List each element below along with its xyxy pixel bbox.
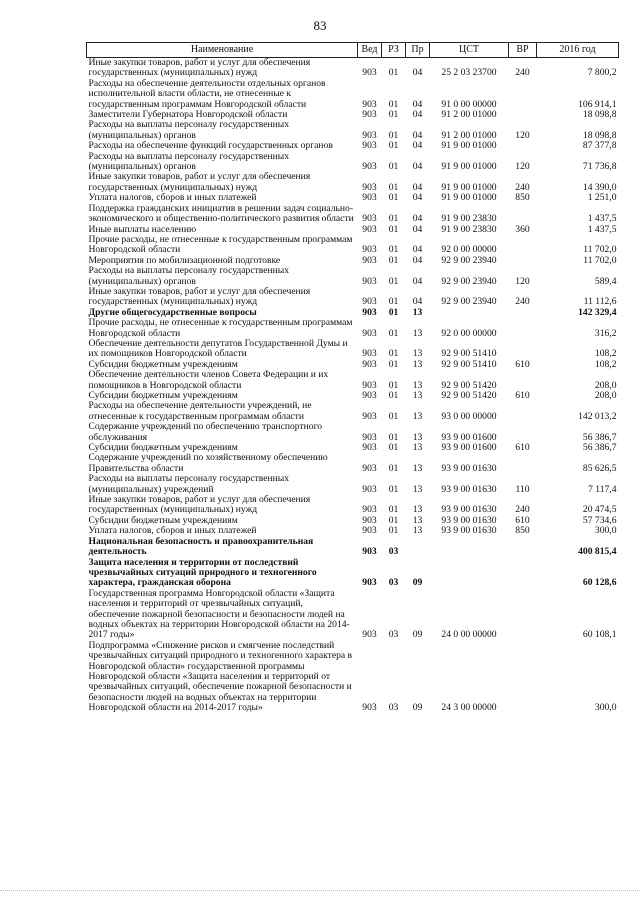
row-amount: 300,0	[594, 702, 617, 714]
row-pr: 13	[412, 525, 423, 537]
row-ved: 903	[362, 109, 377, 121]
row-rz: 01	[388, 348, 399, 360]
row-rz: 01	[388, 483, 399, 495]
row-name: Подпрограмма «Снижение рисков и смягчение последствий чрезвычайных ситуаций природного и техногенного характера в Новгородской области» государственной программы Новгородской области «Защита населения и территорий от чрезвычайных ситуаций, обеспечение пожарной безопасности и безопасности людей на водных объектах на территории Новгородской области на 2014-2017 годы»	[88, 639, 353, 714]
row-ved: 903	[362, 275, 377, 287]
row-rz: 03	[388, 546, 399, 558]
row-cst: 91 0 00 00000	[441, 98, 497, 110]
row-amount: 400 815,4	[578, 546, 617, 558]
row-amount: 589,4	[594, 275, 617, 287]
table-row	[87, 318, 619, 339]
row-ved: 903	[362, 213, 377, 225]
row-cst: 92 9 00 51420	[441, 390, 497, 401]
row-pr: 13	[412, 327, 423, 339]
row-ved: 903	[362, 296, 377, 308]
row-rz: 01	[388, 306, 399, 318]
row-name: Расходы на обеспечение функций государственных органов	[88, 140, 333, 152]
row-ved: 903	[362, 223, 377, 235]
row-vr: 240	[515, 67, 530, 79]
row-amount: 1 437,5	[587, 213, 617, 225]
row-ved: 903	[362, 67, 377, 79]
row-cst: 91 9 00 01000	[441, 192, 497, 204]
table-body	[87, 58, 619, 714]
row-amount: 300,0	[594, 525, 617, 537]
row-rz: 01	[388, 161, 399, 173]
row-cst: 93 0 00 00000	[441, 410, 497, 422]
row-pr: 04	[412, 109, 423, 121]
row-pr	[406, 537, 430, 558]
row-name: Расходы на выплаты персоналу государственных (муниципальных) учреждений	[88, 473, 290, 495]
row-ved: 903	[362, 431, 377, 443]
row-amount: 108,2	[594, 348, 617, 360]
row-pr: 04	[412, 213, 423, 225]
header-name: Наименование	[87, 43, 358, 58]
row-pr: 13	[412, 462, 423, 474]
row-cst: 93 9 00 01630	[441, 483, 497, 495]
row-ved: 903	[362, 462, 377, 474]
row-vr	[509, 339, 537, 360]
row-name: Расходы на выплаты персоналу государственных (муниципальных) органов	[88, 119, 290, 141]
row-vr: 240	[515, 504, 530, 516]
row-name: Государственная программа Новгородской области «Защита населения и территорий от чрезвычайных ситуаций, обеспечение пожарной безопасности и безопасности людей на водных объектах на территории Новгородской области на 2014-2017 годы»	[88, 587, 350, 641]
row-vr: 240	[515, 296, 530, 308]
row-ved: 903	[362, 140, 377, 152]
row-cst: 91 9 00 23830	[441, 213, 497, 225]
row-name: Иные закупки товаров, работ и услуг для обеспечения государственных (муниципальных) нужд	[88, 57, 311, 79]
row-pr: 04	[412, 140, 423, 152]
row-pr: 13	[412, 358, 423, 370]
header-cst: ЦСТ	[430, 43, 509, 58]
row-amount: 18 098,8	[582, 129, 617, 141]
row-name: Содержание учреждений по обеспечению транспортного обслуживания	[88, 421, 323, 443]
row-rz: 01	[388, 129, 399, 141]
row-cst: 92 9 00 51420	[441, 379, 497, 391]
row-rz: 01	[388, 275, 399, 287]
row-cst: 24 0 00 00000	[441, 629, 497, 641]
row-cst: 92 9 00 51410	[441, 358, 497, 370]
row-name: Мероприятия по мобилизационной подготовке	[88, 254, 281, 266]
row-cst: 93 9 00 01630	[441, 525, 497, 537]
row-name: Прочие расходы, не отнесенные к государственным программам Новгородской области	[88, 317, 353, 339]
row-cst: 92 0 00 00000	[441, 244, 497, 256]
table-row	[87, 495, 619, 516]
row-vr	[509, 401, 537, 422]
row-ved: 903	[362, 577, 377, 589]
row-rz: 01	[388, 98, 399, 110]
row-amount: 108,2	[594, 358, 617, 370]
row-name: Субсидии бюджетным учреждениям	[88, 514, 238, 526]
row-amount: 11 112,6	[583, 296, 617, 308]
row-amount: 1 251,0	[587, 192, 617, 204]
table-row	[87, 204, 619, 225]
table-row	[87, 453, 619, 474]
row-ved: 903	[362, 379, 377, 391]
row-name: Иные закупки товаров, работ и услуг для обеспечения государственных (муниципальных) нужд	[88, 494, 311, 516]
row-vr	[509, 558, 537, 589]
row-cst: 25 2 03 23700	[441, 67, 497, 79]
row-ved: 903	[362, 348, 377, 360]
row-rz: 01	[388, 462, 399, 474]
row-pr: 13	[412, 504, 423, 516]
row-ved: 903	[362, 129, 377, 141]
row-vr	[509, 235, 537, 256]
row-amount: 7 800,2	[587, 67, 617, 79]
table-row	[87, 401, 619, 422]
row-name: Другие общегосударственные вопросы	[88, 306, 257, 318]
row-cst	[430, 308, 509, 318]
row-amount: 20 474,5	[582, 504, 617, 516]
row-ved: 903	[362, 483, 377, 495]
row-ved: 903	[362, 410, 377, 422]
row-ved: 903	[362, 98, 377, 110]
row-vr: 850	[515, 192, 530, 204]
table-row	[87, 58, 619, 79]
budget-table	[86, 42, 619, 714]
row-vr: 610	[515, 358, 530, 370]
row-cst: 91 9 00 01000	[441, 181, 497, 193]
row-cst: 93 9 00 01630	[441, 504, 497, 516]
row-rz: 01	[388, 410, 399, 422]
row-pr: 04	[412, 98, 423, 110]
row-pr: 04	[412, 223, 423, 235]
row-rz: 01	[388, 390, 399, 401]
row-vr: 850	[515, 525, 530, 537]
row-vr	[509, 589, 537, 641]
row-pr: 04	[412, 275, 423, 287]
row-vr	[509, 110, 537, 120]
row-vr	[509, 641, 537, 714]
row-name: Уплата налогов, сборов и иных платежей	[88, 192, 257, 204]
row-pr: 04	[412, 254, 423, 266]
row-pr: 09	[412, 702, 423, 714]
row-name: Расходы на обеспечение деятельности учреждений, не отнесенные к государственным программам области	[88, 400, 312, 422]
row-vr: 120	[515, 129, 530, 141]
table-row	[87, 422, 619, 443]
header-vr: ВР	[509, 43, 537, 58]
row-rz: 01	[388, 67, 399, 79]
row-pr: 13	[412, 431, 423, 443]
row-ved: 903	[362, 306, 377, 318]
table-row	[87, 287, 619, 308]
row-ved: 903	[362, 525, 377, 537]
header-rz: РЗ	[382, 43, 406, 58]
row-vr: 240	[515, 181, 530, 193]
table-row	[87, 120, 619, 141]
row-pr: 04	[412, 296, 423, 308]
row-ved: 903	[362, 504, 377, 516]
row-rz: 03	[388, 702, 399, 714]
row-amount: 71 736,8	[582, 161, 617, 173]
row-cst: 91 9 00 01000	[441, 161, 497, 173]
row-cst: 93 9 00 01630	[441, 514, 497, 526]
row-pr: 04	[412, 129, 423, 141]
row-name: Иные выплаты населению	[88, 223, 197, 235]
row-pr: 13	[412, 410, 423, 422]
row-pr: 13	[412, 483, 423, 495]
table-row	[87, 558, 619, 589]
row-cst	[430, 558, 509, 589]
row-pr: 13	[412, 390, 423, 401]
row-pr: 13	[412, 442, 423, 454]
row-rz: 01	[388, 504, 399, 516]
row-amount: 106 914,1	[578, 98, 617, 110]
row-vr: 360	[515, 223, 530, 235]
row-name: Субсидии бюджетным учреждениям	[88, 358, 238, 370]
row-ved: 903	[362, 702, 377, 714]
row-rz: 01	[388, 525, 399, 537]
row-cst: 92 0 00 00000	[441, 327, 497, 339]
row-vr	[509, 308, 537, 318]
table-row	[87, 152, 619, 173]
row-rz: 01	[388, 192, 399, 204]
page-number: 83	[313, 18, 327, 33]
row-cst: 92 9 00 51410	[441, 348, 497, 360]
row-vr: 120	[515, 275, 530, 287]
row-ved: 903	[362, 442, 377, 454]
row-vr	[509, 79, 537, 110]
table-row	[87, 537, 619, 558]
row-cst	[430, 537, 509, 558]
row-ved: 903	[362, 161, 377, 173]
row-cst: 24 3 00 00000	[441, 702, 497, 714]
row-vr	[509, 453, 537, 474]
row-cst: 93 9 00 01630	[441, 462, 497, 474]
row-vr: 120	[515, 161, 530, 173]
row-amount: 18 098,8	[582, 109, 617, 121]
row-amount: 56 386,7	[582, 442, 617, 454]
row-name: Защита населения и территории от последствий чрезвычайных ситуаций природного и техногенного характера, гражданская оборона	[88, 556, 317, 589]
row-pr: 09	[412, 629, 423, 641]
row-amount: 7 117,4	[588, 483, 617, 495]
row-rz: 03	[388, 577, 399, 589]
row-pr: 04	[412, 192, 423, 204]
table-row	[87, 266, 619, 287]
row-name: Поддержка гражданских инициатив в решении задач социально-экономического и общественно-политического развития области	[88, 202, 354, 225]
row-vr	[509, 422, 537, 443]
row-pr: 04	[412, 244, 423, 256]
header-ved: Вед	[358, 43, 382, 58]
row-amount: 142 329,4	[578, 306, 617, 318]
row-vr: 610	[515, 514, 530, 526]
row-vr	[509, 256, 537, 266]
row-amount: 56 386,7	[582, 431, 617, 443]
row-rz: 01	[388, 358, 399, 370]
row-pr: 04	[412, 181, 423, 193]
row-ved: 903	[362, 244, 377, 256]
table-header-row	[87, 43, 619, 58]
row-rz: 01	[388, 442, 399, 454]
row-name: Заместители Губернатора Новгородской области	[88, 109, 288, 121]
row-rz: 01	[388, 223, 399, 235]
row-name: Прочие расходы, не отнесенные к государственным программам Новгородской области	[88, 233, 353, 256]
row-ved: 903	[362, 358, 377, 370]
row-ved: 903	[362, 181, 377, 193]
row-pr: 09	[412, 577, 423, 589]
row-vr: 610	[515, 390, 530, 401]
row-vr	[509, 537, 537, 558]
row-rz: 01	[388, 140, 399, 152]
row-amount: 60 108,1	[582, 629, 617, 641]
row-name: Обеспечение деятельности депутатов Государственной Думы и их помощников Новгородской области	[88, 337, 348, 360]
header-pr: Пр	[406, 43, 430, 58]
row-amount: 57 734,6	[582, 514, 617, 526]
row-name: Содержание учреждений по хозяйственному обеспечению Правительства области	[88, 452, 328, 474]
row-amount: 85 626,5	[582, 462, 617, 474]
row-ved: 903	[362, 192, 377, 204]
row-name: Уплата налогов, сборов и иных платежей	[88, 525, 257, 537]
row-cst: 92 9 00 23940	[441, 296, 497, 308]
row-cst: 91 9 00 01000	[441, 140, 497, 152]
row-amount: 87 377,8	[582, 140, 617, 152]
row-name: Субсидии бюджетным учреждениям	[88, 442, 238, 454]
table-row	[87, 79, 619, 110]
row-rz: 01	[388, 514, 399, 526]
row-amount: 11 702,0	[583, 254, 617, 266]
row-rz: 01	[388, 109, 399, 121]
row-rz: 03	[388, 629, 399, 641]
row-pr: 13	[412, 514, 423, 526]
row-name: Расходы на выплаты персоналу государственных (муниципальных) органов	[88, 265, 290, 287]
row-amount: 14 390,0	[582, 181, 617, 193]
row-name: Иные закупки товаров, работ и услуг для обеспечения государственных (муниципальных) нужд	[88, 171, 311, 193]
row-rz: 01	[388, 296, 399, 308]
row-vr	[509, 141, 537, 151]
row-cst: 93 9 00 01600	[441, 431, 497, 443]
table-row	[87, 641, 619, 714]
row-amount: 316,2	[594, 327, 617, 339]
row-pr: 04	[412, 67, 423, 79]
row-cst: 92 9 00 23940	[441, 275, 497, 287]
row-ved: 903	[362, 390, 377, 401]
row-cst: 91 2 00 01000	[441, 109, 497, 121]
row-name: Расходы на обеспечение деятельности отдельных органов исполнительной власти области, не отнесенные к государственным программам Новгородской области	[88, 77, 326, 110]
row-pr: 13	[412, 348, 423, 360]
header-year: 2016 год	[537, 43, 619, 58]
row-rz: 01	[388, 213, 399, 225]
row-name: Расходы на выплаты персоналу государственных (муниципальных) органов	[88, 150, 290, 173]
row-amount: 11 702,0	[583, 244, 617, 256]
row-pr: 13	[412, 306, 423, 318]
row-ved: 903	[362, 327, 377, 339]
row-name: Обеспечение деятельности членов Совета Федерации и их помощников в Новгородской области	[88, 369, 329, 391]
row-ved: 903	[362, 514, 377, 526]
row-amount: 1 437,5	[587, 223, 617, 235]
row-vr	[509, 370, 537, 391]
row-rz: 01	[388, 431, 399, 443]
row-cst: 92 9 00 23940	[441, 254, 497, 266]
row-amount: 208,0	[594, 390, 617, 401]
row-rz: 01	[388, 244, 399, 256]
table-row	[87, 339, 619, 360]
row-cst: 93 9 00 01600	[441, 442, 497, 454]
row-ved: 903	[362, 546, 377, 558]
row-amount: 142 013,2	[578, 410, 617, 422]
bottom-rule	[0, 890, 640, 891]
row-cst: 91 9 00 23830	[441, 223, 497, 235]
row-rz: 01	[388, 327, 399, 339]
row-ved: 903	[362, 254, 377, 266]
row-pr: 04	[412, 161, 423, 173]
row-rz: 01	[388, 181, 399, 193]
table-row	[87, 474, 619, 495]
row-ved: 903	[362, 629, 377, 641]
row-name: Иные закупки товаров, работ и услуг для обеспечения государственных (муниципальных) нужд	[88, 285, 311, 308]
row-amount: 60 128,6	[582, 577, 617, 589]
table-row	[87, 172, 619, 193]
table-row	[87, 235, 619, 256]
row-rz: 01	[388, 254, 399, 266]
table-row	[87, 370, 619, 391]
row-vr: 110	[515, 483, 530, 495]
row-vr: 610	[515, 442, 530, 454]
row-vr	[509, 204, 537, 225]
row-cst: 91 2 00 01000	[441, 129, 497, 141]
row-amount: 208,0	[594, 379, 617, 391]
table-row	[87, 589, 619, 641]
row-rz: 01	[388, 379, 399, 391]
row-vr	[509, 318, 537, 339]
row-name: Субсидии бюджетным учреждениям	[88, 390, 238, 401]
row-pr: 13	[412, 379, 423, 391]
row-name: Национальная безопасность и правоохранительная деятельность	[88, 535, 314, 558]
